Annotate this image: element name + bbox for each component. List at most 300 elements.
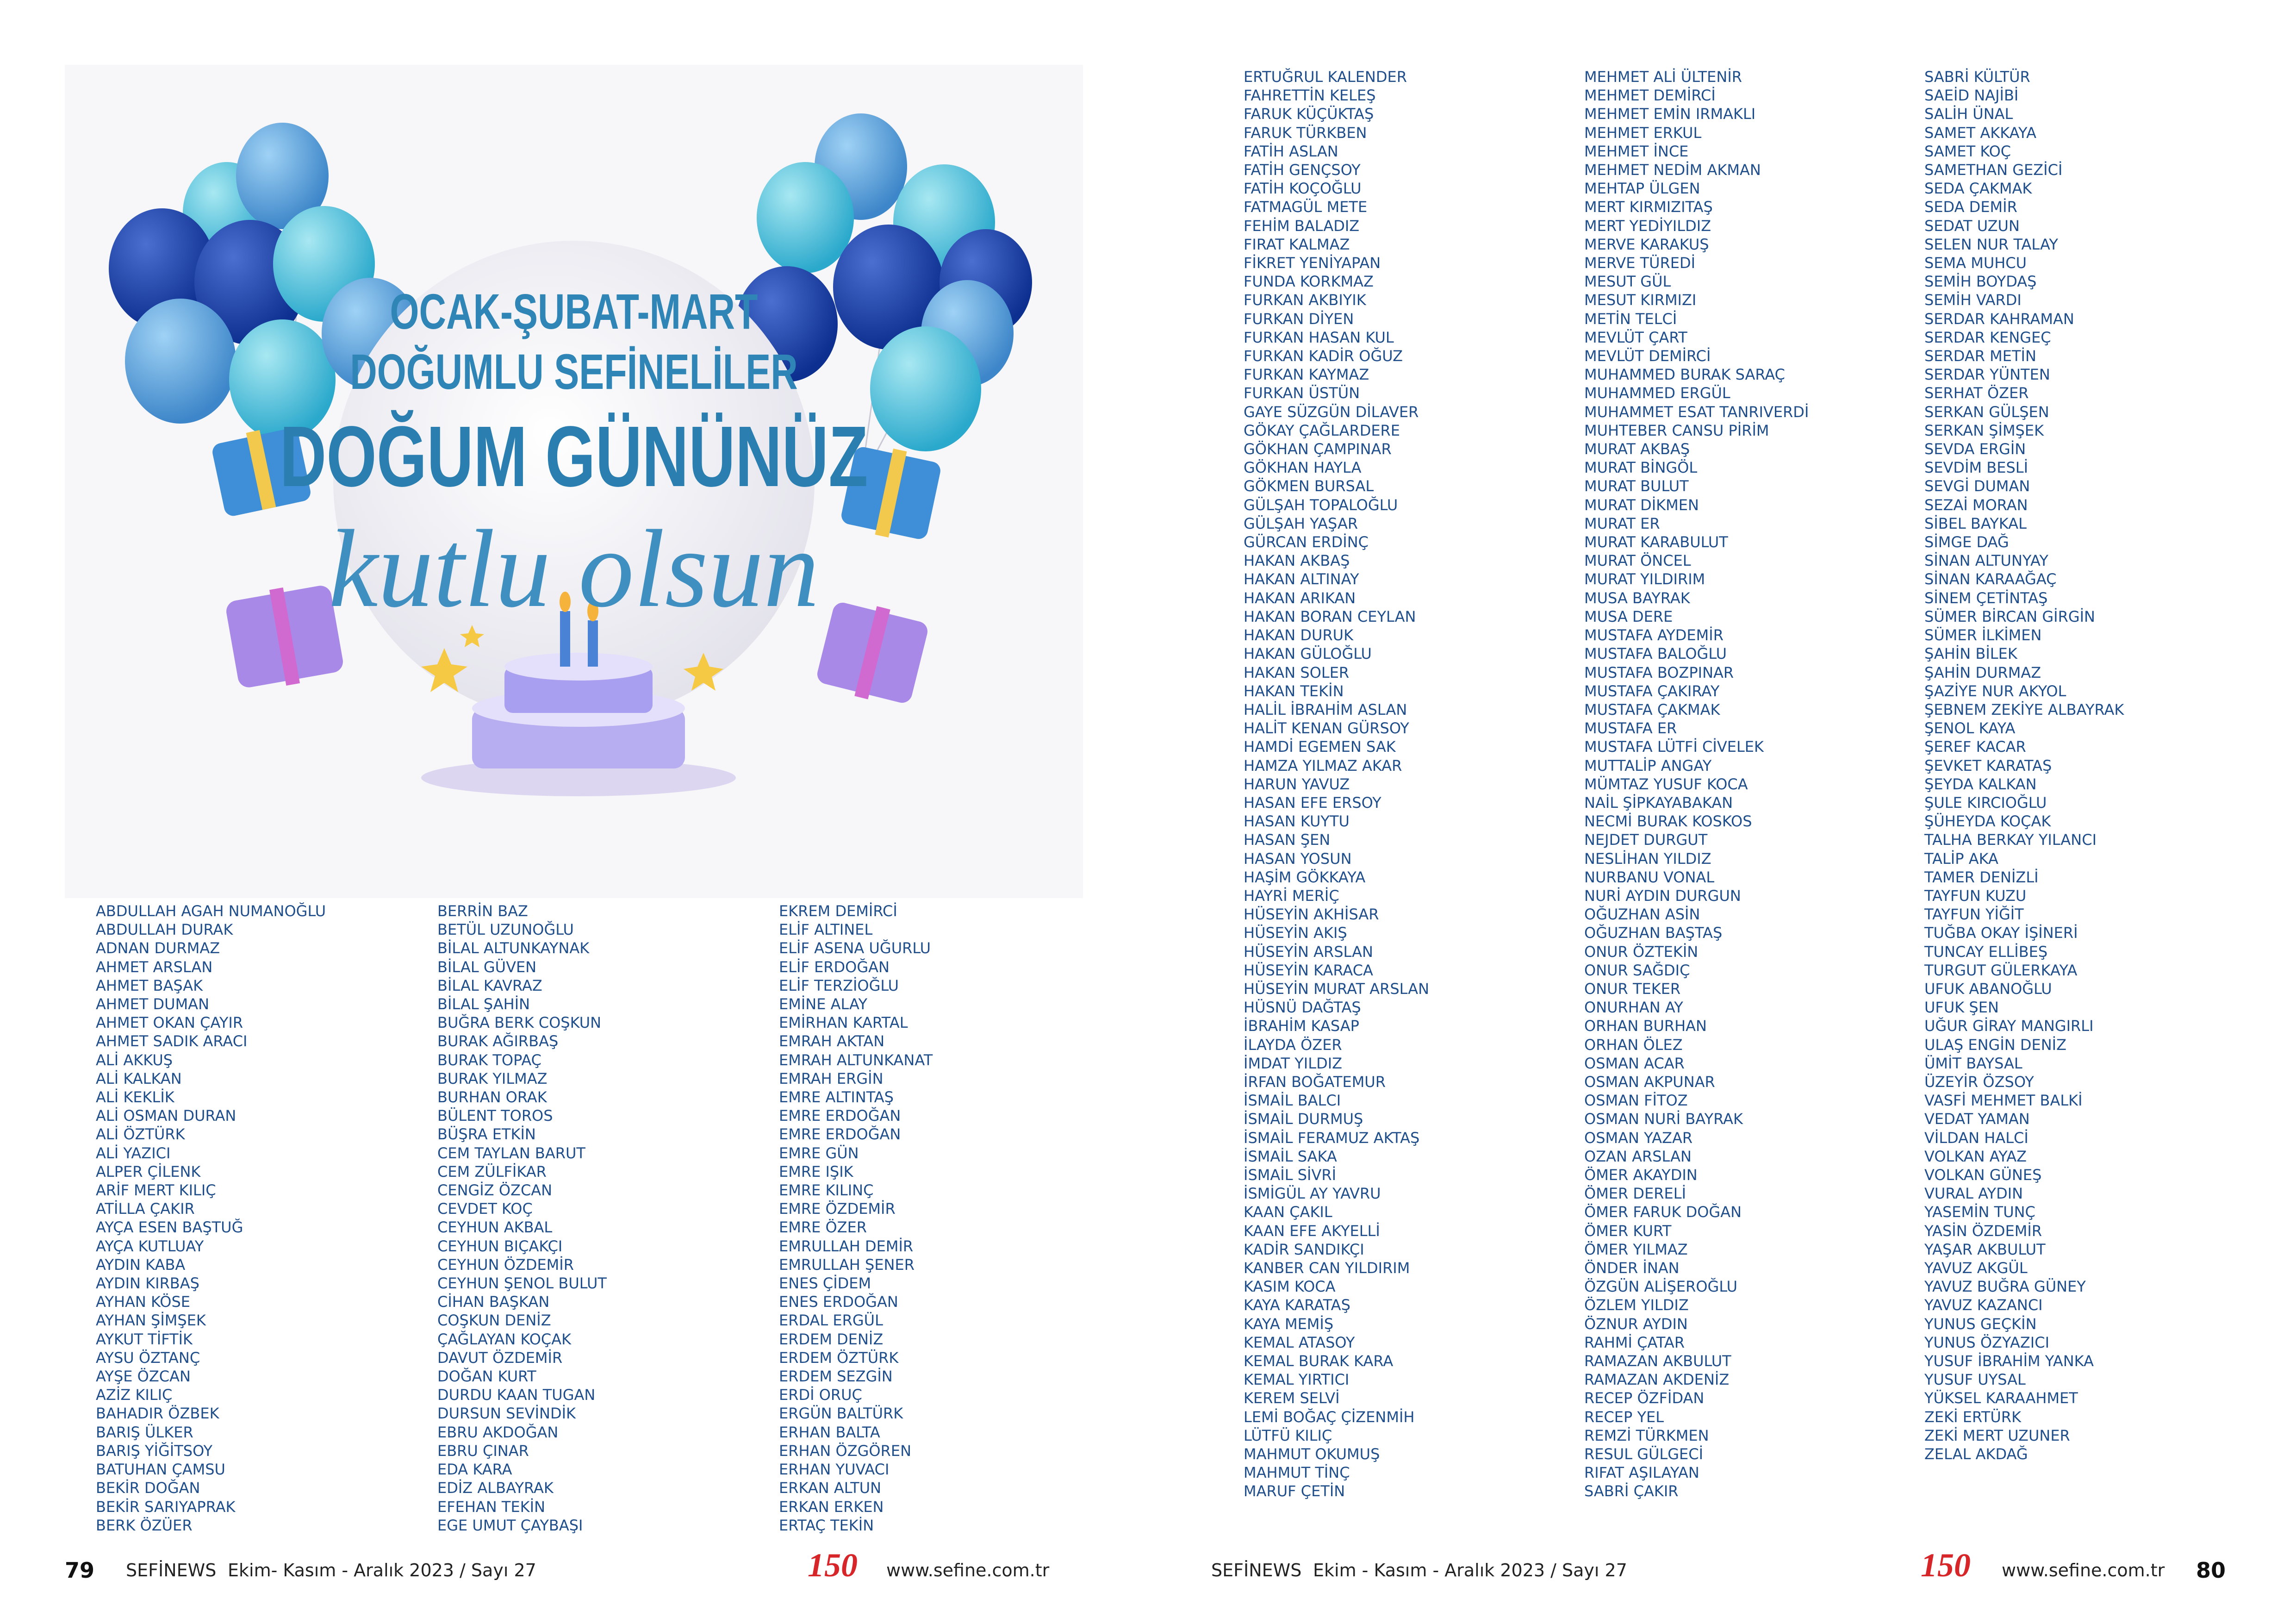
- name-list-item: RAMAZAN AKBULUT: [1584, 1352, 1731, 1370]
- name-list-item: UFUK ABANOĞLU: [1924, 980, 2052, 998]
- name-list-item: MURAT DİKMEN: [1584, 496, 1699, 514]
- name-list-item: BURHAN ORAK: [437, 1088, 547, 1106]
- name-list-item: MUHAMMED BURAK SARAÇ: [1584, 366, 1785, 384]
- name-list-item: YUNUS ÖZYAZICI: [1924, 1333, 2050, 1351]
- left-issue-info: Ekim- Kasım - Aralık 2023 / Sayı 27: [228, 1560, 536, 1580]
- name-list-item: MURAT AKBAŞ: [1584, 440, 1690, 458]
- name-list-item: MEVLÜT ÇART: [1584, 328, 1687, 346]
- name-list-item: OSMAN AKPUNAR: [1584, 1073, 1715, 1091]
- name-list-item: AHMET SADIK ARACI: [96, 1032, 248, 1050]
- name-list-item: KANBER CAN YILDIRIM: [1244, 1259, 1410, 1277]
- name-list-item: GÜLŞAH TOPALOĞLU: [1244, 496, 1398, 514]
- name-list-item: MEHMET EMİN IRMAKLI: [1584, 105, 1756, 123]
- name-list-item: EBRU AKDOĞAN: [437, 1423, 559, 1441]
- name-list-item: ÇAĞLAYAN KOÇAK: [437, 1330, 572, 1348]
- name-list-item: VOLKAN AYAZ: [1924, 1147, 2027, 1165]
- name-list-item: EBRU ÇINAR: [437, 1442, 529, 1460]
- name-list-item: FEHİM BALADIZ: [1244, 217, 1360, 235]
- name-list-item: MEHTAP ÜLGEN: [1584, 180, 1700, 198]
- name-list-item: MUSA DERE: [1584, 607, 1673, 625]
- name-list-item: CEYHUN ŞENOL BULUT: [437, 1274, 607, 1293]
- name-list-item: DOĞAN KURT: [437, 1368, 536, 1386]
- name-list-item: BARIŞ ÜLKER: [96, 1423, 193, 1441]
- name-list-item: FİKRET YENİYAPAN: [1244, 254, 1381, 272]
- right-magazine-name: SEFİNEWS: [1211, 1560, 1302, 1580]
- name-list-item: GÖKAY ÇAĞLARDERE: [1244, 421, 1400, 439]
- name-list-item: DURDU KAAN TUGAN: [437, 1386, 596, 1404]
- name-list-item: SERDAR YÜNTEN: [1924, 366, 2050, 384]
- name-list-item: YUSUF UYSAL: [1924, 1371, 2026, 1389]
- name-list-item: ERHAN BALTA: [779, 1423, 880, 1441]
- name-list-item: EGE UMUT ÇAYBAŞI: [437, 1516, 583, 1534]
- name-list-item: SALİH ÜNAL: [1924, 105, 2013, 123]
- name-list-item: MUSA BAYRAK: [1584, 589, 1690, 607]
- name-list-item: SEDAT UZUN: [1924, 217, 2020, 235]
- name-list-item: ERKAN ERKEN: [779, 1498, 884, 1516]
- name-list-item: OZAN ARSLAN: [1584, 1147, 1692, 1165]
- name-list-item: EMRAH ALTUNKANAT: [779, 1051, 933, 1069]
- name-list-item: BÜŞRA ETKİN: [437, 1125, 536, 1143]
- name-list-item: SEMA MUHCU: [1924, 254, 2027, 272]
- name-list-item: EMRAH AKTAN: [779, 1032, 885, 1050]
- name-list-item: ULAŞ ENGİN DENİZ: [1924, 1036, 2067, 1054]
- name-list-item: SİMGE DAĞ: [1924, 533, 2009, 551]
- name-list-item: MESUT KIRMIZI: [1584, 291, 1697, 309]
- right-website-link[interactable]: www.sefine.com.tr: [2002, 1560, 2165, 1580]
- name-list-item: TALİP AKA: [1924, 849, 1998, 868]
- name-list-item: MERT YEDİYILDIZ: [1584, 217, 1711, 235]
- name-list-item: BURAK TOPAÇ: [437, 1051, 542, 1069]
- name-list-item: COŞKUN DENİZ: [437, 1312, 551, 1330]
- name-list-item: HÜSNÜ DAĞTAŞ: [1244, 999, 1361, 1017]
- name-list-item: HAYRİ MERİÇ: [1244, 887, 1339, 905]
- name-list-item: ALİ ÖZTÜRK: [96, 1125, 185, 1143]
- name-list-item: EMRE KILINÇ: [779, 1181, 874, 1199]
- name-list-item: İLAYDA ÖZER: [1244, 1036, 1342, 1054]
- name-list-item: NESLİHAN YILDIZ: [1584, 849, 1711, 868]
- name-list-item: YAVUZ BUĞRA GÜNEY: [1924, 1278, 2086, 1296]
- name-list-item: RAHMİ ÇATAR: [1584, 1333, 1685, 1351]
- name-list-item: RESUL GÜLGECİ: [1584, 1445, 1704, 1463]
- name-column-2: [437, 902, 607, 1535]
- name-list-item: ONUR TEKER: [1584, 980, 1681, 998]
- name-list-item: VOLKAN GÜNEŞ: [1924, 1166, 2042, 1184]
- name-list-item: YASEMİN TUNÇ: [1924, 1203, 2035, 1221]
- name-list-item: ERDEM ÖZTÜRK: [779, 1349, 899, 1367]
- name-list-item: BİLAL KAVRAZ: [437, 976, 542, 994]
- name-list-item: RIFAT AŞILAYAN: [1584, 1464, 1699, 1482]
- name-list-item: DAVUT ÖZDEMİR: [437, 1349, 563, 1367]
- name-list-item: BAHADIR ÖZBEK: [96, 1405, 219, 1423]
- name-list-item: ABDULLAH DURAK: [96, 921, 233, 939]
- name-list-item: GÖKHAN HAYLA: [1244, 459, 1362, 477]
- name-list-item: NURBANU VONAL: [1584, 868, 1715, 886]
- name-list-item: ZEKİ MERT UZUNER: [1924, 1426, 2070, 1444]
- name-list-item: HASAN KUYTU: [1244, 812, 1350, 831]
- name-list-item: ERTAÇ TEKİN: [779, 1516, 874, 1534]
- left-magazine-name: SEFİNEWS: [126, 1560, 217, 1580]
- name-list-item: ŞAZİYE NUR AKYOL: [1924, 682, 2066, 700]
- name-list-item: ALİ OSMAN DURAN: [96, 1107, 236, 1125]
- name-list-item: HAKAN DURUK: [1244, 626, 1354, 644]
- name-list-item: VURAL AYDIN: [1924, 1185, 2023, 1203]
- name-list-item: VASFİ MEHMET BALKİ: [1924, 1092, 2083, 1110]
- name-list-item: ŞENOL KAYA: [1924, 719, 2016, 737]
- name-list-item: ŞEYDA KALKAN: [1924, 775, 2037, 793]
- name-list-item: BERRİN BAZ: [437, 902, 528, 920]
- name-list-item: BEKİR DOĞAN: [96, 1479, 200, 1497]
- birthday-banner: [65, 65, 1083, 898]
- name-list-item: FURKAN DİYEN: [1244, 310, 1354, 328]
- name-list-item: MUSTAFA AYDEMİR: [1584, 626, 1724, 644]
- name-list-item: HALİL İBRAHİM ASLAN: [1244, 700, 1407, 718]
- name-list-item: SAMETHAN GEZİCİ: [1924, 161, 2063, 179]
- name-list-item: YÜKSEL KARAAHMET: [1924, 1389, 2078, 1407]
- name-list-item: HAKAN ARIKAN: [1244, 589, 1356, 607]
- left-website-link[interactable]: www.sefine.com.tr: [886, 1560, 1050, 1580]
- name-list-item: KAYA KARATAŞ: [1244, 1296, 1350, 1314]
- name-list-item: SİNAN KARAAĞAÇ: [1924, 570, 2057, 588]
- name-list-item: ŞEBNEM ZEKİYE ALBAYRAK: [1924, 700, 2124, 718]
- title-line-3: DOĞUM GÜNÜNÜZ: [280, 409, 868, 505]
- name-list-item: RAMAZAN AKDENİZ: [1584, 1371, 1730, 1389]
- name-list-item: RECEP ÖZFİDAN: [1584, 1389, 1705, 1407]
- name-list-item: ÜMİT BAYSAL: [1924, 1054, 2022, 1072]
- name-list-item: FATİH GENÇSOY: [1244, 161, 1361, 179]
- name-list-item: ŞULE KIRCIOĞLU: [1924, 793, 2047, 812]
- name-list-item: CEM ZÜLFİKAR: [437, 1162, 547, 1181]
- name-list-item: SEVDA ERGİN: [1924, 440, 2026, 458]
- name-list-item: MEHMET NEDİM AKMAN: [1584, 161, 1761, 179]
- name-list-item: HASAN EFE ERSOY: [1244, 793, 1381, 812]
- name-list-item: GÖKHAN ÇAMPINAR: [1244, 440, 1392, 458]
- name-list-item: HAMDİ EGEMEN SAK: [1244, 738, 1396, 756]
- name-list-item: ONURHAN AY: [1584, 999, 1683, 1017]
- name-list-item: HAŞİM GÖKKAYA: [1244, 868, 1366, 886]
- name-list-item: ONUR ÖZTEKİN: [1584, 943, 1699, 961]
- name-list-item: SABRİ KÜLTÜR: [1924, 68, 2030, 86]
- name-list-item: CEVDET KOÇ: [437, 1200, 533, 1218]
- name-list-item: EMRE ERDOĞAN: [779, 1107, 901, 1125]
- name-list-item: MEHMET DEMİRCİ: [1584, 87, 1716, 105]
- name-list-item: HAKAN ALTINAY: [1244, 570, 1359, 588]
- name-list-item: CEYHUN BIÇAKÇI: [437, 1237, 563, 1255]
- name-list-item: SEVGİ DUMAN: [1924, 477, 2030, 495]
- name-list-item: SERHAT ÖZER: [1924, 384, 2029, 402]
- name-list-item: YUSUF İBRAHİM YANKA: [1924, 1352, 2094, 1370]
- name-list-item: ERDEM DENİZ: [779, 1330, 884, 1348]
- name-list-item: NAİL ŞİPKAYABAKAN: [1584, 793, 1733, 812]
- name-list-item: MURAT KARABULUT: [1584, 533, 1728, 551]
- name-list-item: SABRİ ÇAKIR: [1584, 1482, 1679, 1500]
- name-list-item: ERDİ ORUÇ: [779, 1386, 862, 1404]
- name-list-item: ÜZEYİR ÖZSOY: [1924, 1073, 2034, 1091]
- name-list-item: KEMAL ATASOY: [1244, 1333, 1355, 1351]
- name-list-item: SEZAİ MORAN: [1924, 496, 2028, 514]
- name-list-item: İRFAN BOĞATEMUR: [1244, 1073, 1386, 1091]
- name-list-item: SERDAR METİN: [1924, 347, 2036, 365]
- name-list-item: OSMAN ACAR: [1584, 1054, 1685, 1072]
- name-list-item: ZEKİ ERTÜRK: [1924, 1408, 2022, 1426]
- name-list-item: SEVDİM BESLİ: [1924, 459, 2028, 477]
- name-list-item: MUHTEBER CANSU PİRİM: [1584, 421, 1769, 439]
- name-list-item: EMRAH ERGİN: [779, 1069, 884, 1087]
- name-list-item: AHMET OKAN ÇAYIR: [96, 1014, 243, 1032]
- name-list-item: EKREM DEMİRCİ: [779, 902, 897, 920]
- name-list-item: BARIŞ YİĞİTSOY: [96, 1442, 213, 1460]
- name-list-item: AHMET BAŞAK: [96, 976, 203, 994]
- title-line-1: OCAK-ŞUBAT-MART: [390, 283, 758, 339]
- name-list-item: MURAT ER: [1584, 514, 1660, 532]
- right-issue-info: Ekim - Kasım - Aralık 2023 / Sayı 27: [1313, 1560, 1627, 1580]
- name-list-item: FARUK KÜÇÜKTAŞ: [1244, 105, 1374, 123]
- name-list-item: BİLAL ALTUNKAYNAK: [437, 939, 590, 957]
- name-list-item: SEDA DEMİR: [1924, 198, 2017, 216]
- name-list-item: MURAT ÖNCEL: [1584, 552, 1691, 570]
- name-list-item: MUSTAFA BOZPINAR: [1584, 663, 1734, 681]
- name-list-item: ARİF MERT KILIÇ: [96, 1181, 216, 1199]
- name-list-item: GAYE SÜZGÜN DİLAVER: [1244, 403, 1419, 421]
- name-list-item: EMİNE ALAY: [779, 995, 867, 1013]
- name-list-item: ÖNDER İNAN: [1584, 1259, 1680, 1277]
- name-list-item: AHMET DUMAN: [96, 995, 209, 1013]
- name-list-item: MEHMET ERKUL: [1584, 124, 1702, 142]
- name-list-item: MESUT GÜL: [1584, 273, 1671, 291]
- name-list-item: FATMAGÜL METE: [1244, 198, 1368, 216]
- name-list-item: SERKAN ŞİMŞEK: [1924, 421, 2044, 439]
- name-column-1: [96, 902, 326, 1535]
- name-list-item: METİN TELCİ: [1584, 310, 1677, 328]
- name-list-item: SÜMER BİRCAN GİRGİN: [1924, 607, 2095, 625]
- name-list-item: FUNDA KORKMAZ: [1244, 273, 1374, 291]
- name-list-item: TUĞBA OKAY İŞİNERİ: [1924, 924, 2078, 942]
- name-list-item: NURİ AYDIN DURGUN: [1584, 887, 1741, 905]
- name-list-item: BETÜL UZUNOĞLU: [437, 921, 574, 939]
- name-list-item: ORHAN ÖLEZ: [1584, 1036, 1683, 1054]
- name-list-item: SEMİH VARDI: [1924, 291, 2022, 309]
- name-list-item: ZELAL AKDAĞ: [1924, 1445, 2028, 1463]
- name-list-item: ÖMER YILMAZ: [1584, 1240, 1688, 1258]
- name-list-item: ÖMER FARUK DOĞAN: [1584, 1203, 1742, 1221]
- name-list-item: YAŞAR AKBULUT: [1924, 1240, 2046, 1258]
- name-list-item: BUĞRA BERK COŞKUN: [437, 1014, 602, 1032]
- name-list-item: ALİ KEKLİK: [96, 1088, 174, 1106]
- name-list-item: ELİF TERZİOĞLU: [779, 976, 899, 994]
- name-list-item: VİLDAN HALCİ: [1924, 1129, 2028, 1147]
- name-list-item: ERDEM SEZGİN: [779, 1368, 893, 1386]
- name-list-item: LEMİ BOĞAÇ ÇİZENMİH: [1244, 1408, 1415, 1426]
- name-list-item: HÜSEYİN AKIŞ: [1244, 924, 1347, 942]
- name-list-item: MUSTAFA ER: [1584, 719, 1677, 737]
- name-list-item: EMRE ERDOĞAN: [779, 1125, 901, 1143]
- name-list-item: ŞAHİN BİLEK: [1924, 645, 2017, 663]
- name-list-item: REMZİ TÜRKMEN: [1584, 1426, 1709, 1444]
- name-list-item: AYHAN KÖSE: [96, 1293, 190, 1311]
- name-list-item: ERGÜN BALTÜRK: [779, 1405, 903, 1423]
- name-list-item: İSMAİL FERAMUZ AKTAŞ: [1244, 1129, 1420, 1147]
- name-list-item: HÜSEYİN ARSLAN: [1244, 943, 1373, 961]
- name-list-item: EMRULLAH ŞENER: [779, 1255, 915, 1274]
- name-list-item: ENES ERDOĞAN: [779, 1293, 898, 1311]
- name-list-item: AYÇA ESEN BAŞTUĞ: [96, 1218, 243, 1237]
- name-list-item: ŞÜHEYDA KOÇAK: [1924, 812, 2051, 831]
- name-list-item: MERT KIRMIZITAŞ: [1584, 198, 1713, 216]
- name-list-item: GÖKMEN BURSAL: [1244, 477, 1374, 495]
- name-list-item: HAMZA YILMAZ AKAR: [1244, 756, 1402, 775]
- name-list-item: TURGUT GÜLERKAYA: [1924, 961, 2078, 979]
- name-list-item: TAYFUN YİĞİT: [1924, 906, 2024, 924]
- name-list-item: SERKAN GÜLŞEN: [1924, 403, 2049, 421]
- name-list-item: HAKAN SOLER: [1244, 663, 1350, 681]
- name-list-item: ERDAL ERGÜL: [779, 1312, 883, 1330]
- name-list-item: MUSTAFA BALOĞLU: [1584, 645, 1727, 663]
- name-list-item: İMDAT YILDIZ: [1244, 1054, 1343, 1072]
- name-list-item: SERDAR KENGEÇ: [1924, 328, 2051, 346]
- name-list-item: FATİH ASLAN: [1244, 142, 1338, 160]
- name-list-item: ÖZLEM YILDIZ: [1584, 1296, 1689, 1314]
- name-list-item: KASIM KOCA: [1244, 1278, 1336, 1296]
- name-list-item: OSMAN NURİ BAYRAK: [1584, 1110, 1743, 1128]
- name-list-item: BÜLENT TOROS: [437, 1107, 553, 1125]
- title-line-4: kutlu olsun: [329, 507, 819, 630]
- name-list-item: AYHAN ŞİMŞEK: [96, 1312, 206, 1330]
- name-list-item: İBRAHİM KASAP: [1244, 1017, 1359, 1035]
- name-list-item: BURAK YILMAZ: [437, 1069, 548, 1087]
- name-list-item: AYDIN KABA: [96, 1255, 186, 1274]
- name-list-item: BATUHAN ÇAMSU: [96, 1461, 225, 1479]
- name-list-item: YASİN ÖZDEMİR: [1924, 1222, 2042, 1240]
- name-list-item: SAMET AKKAYA: [1924, 124, 2036, 142]
- name-list-item: CİHAN BAŞKAN: [437, 1293, 550, 1311]
- name-list-item: EFEHAN TEKİN: [437, 1498, 546, 1516]
- name-list-item: BEKİR SARIYAPRAK: [96, 1498, 236, 1516]
- name-column-5: [1584, 68, 1809, 1501]
- name-list-item: OSMAN FİTOZ: [1584, 1092, 1688, 1110]
- name-list-item: ALİ AKKUŞ: [96, 1051, 173, 1069]
- name-list-item: GÜRCAN ERDİNÇ: [1244, 533, 1369, 551]
- name-list-item: FURKAN KADİR OĞUZ: [1244, 347, 1403, 365]
- name-list-item: ERHAN ÖZGÖREN: [779, 1442, 911, 1460]
- name-list-item: TALHA BERKAY YILANCI: [1924, 831, 2097, 849]
- name-list-item: TUNCAY ELLİBEŞ: [1924, 943, 2048, 961]
- name-list-item: ELİF ALTINEL: [779, 921, 873, 939]
- name-list-item: SERDAR KAHRAMAN: [1924, 310, 2074, 328]
- name-list-item: TAYFUN KUZU: [1924, 887, 2027, 905]
- name-list-item: OĞUZHAN ASİN: [1584, 906, 1700, 924]
- name-list-item: ÖZGÜN ALİŞEROĞLU: [1584, 1278, 1737, 1296]
- name-list-item: BERK ÖZÜER: [96, 1516, 193, 1534]
- name-list-item: ATİLLA ÇAKIR: [96, 1200, 195, 1218]
- name-list-item: İSMİGÜL AY YAVRU: [1244, 1185, 1381, 1203]
- name-list-item: UĞUR GİRAY MANGIRLI: [1924, 1017, 2094, 1035]
- name-list-item: ADNAN DURMAZ: [96, 939, 220, 957]
- name-column-3: [779, 902, 933, 1535]
- name-list-item: İSMAİL SİVRİ: [1244, 1166, 1336, 1184]
- name-list-item: DURSUN SEVİNDİK: [437, 1405, 576, 1423]
- name-list-item: SAMET KOÇ: [1924, 142, 2011, 160]
- name-list-item: YUNUS GEÇKİN: [1924, 1315, 2037, 1333]
- name-list-item: RECEP YEL: [1584, 1408, 1664, 1426]
- name-list-item: İSMAİL BALCI: [1244, 1092, 1341, 1110]
- name-list-item: MUHAMMET ESAT TANRIVERDİ: [1584, 403, 1809, 421]
- name-list-item: CENGİZ ÖZCAN: [437, 1181, 553, 1199]
- name-list-item: ŞAHİN DURMAZ: [1924, 663, 2041, 681]
- name-list-item: SİNAN ALTUNYAY: [1924, 552, 2048, 570]
- name-list-item: MEHMET İNCE: [1584, 142, 1689, 160]
- name-list-item: BİLAL GÜVEN: [437, 958, 537, 976]
- name-list-item: HARUN YAVUZ: [1244, 775, 1350, 793]
- name-list-item: CEYHUN AKBAL: [437, 1218, 553, 1237]
- name-list-item: ALİ YAZICI: [96, 1144, 171, 1162]
- name-list-item: MERVE KARAKUŞ: [1584, 235, 1709, 253]
- name-list-item: ÖZNUR AYDIN: [1584, 1315, 1688, 1333]
- name-list-item: KEMAL YIRTICI: [1244, 1371, 1350, 1389]
- name-list-item: MEHMET ALİ ÜLTENİR: [1584, 68, 1742, 86]
- left-page-number: 79: [65, 1558, 95, 1583]
- name-list-item: HAKAN AKBAŞ: [1244, 552, 1350, 570]
- name-list-item: HASAN YOSUN: [1244, 849, 1352, 868]
- name-list-item: ORHAN BURHAN: [1584, 1017, 1707, 1035]
- name-list-item: HAKAN TEKİN: [1244, 682, 1344, 700]
- name-list-item: SİNEM ÇETİNTAŞ: [1924, 589, 2048, 607]
- name-list-item: ONUR SAĞDIÇ: [1584, 961, 1690, 979]
- name-list-item: MUSTAFA ÇAKIRAY: [1584, 682, 1720, 700]
- right-page-number: 80: [2196, 1558, 2226, 1583]
- name-list-item: TAMER DENİZLİ: [1924, 868, 2039, 886]
- title-line-2: DOĞUMLU SEFİNELİLER: [350, 344, 798, 400]
- name-list-item: FARUK TÜRKBEN: [1244, 124, 1367, 142]
- name-list-item: ÖMER AKAYDIN: [1584, 1166, 1698, 1184]
- name-list-item: HAKAN GÜLOĞLU: [1244, 645, 1372, 663]
- name-list-item: SİBEL BAYKAL: [1924, 514, 2027, 532]
- name-list-item: UFUK ŞEN: [1924, 999, 1999, 1017]
- name-list-item: ALPER ÇİLENK: [96, 1162, 201, 1181]
- name-list-item: EMRE IŞIK: [779, 1162, 853, 1181]
- name-list-item: ENES ÇİDEM: [779, 1274, 871, 1293]
- name-list-item: MAHMUT OKUMUŞ: [1244, 1445, 1380, 1463]
- name-list-item: NEJDET DURGUT: [1584, 831, 1708, 849]
- name-list-item: HÜSEYİN AKHİSAR: [1244, 906, 1379, 924]
- name-list-item: LÜTFÜ KILIÇ: [1244, 1426, 1332, 1444]
- name-list-item: MUSTAFA ÇAKMAK: [1584, 700, 1720, 718]
- name-list-item: FURKAN ÜSTÜN: [1244, 384, 1360, 402]
- name-list-item: SEMİH BOYDAŞ: [1924, 273, 2037, 291]
- name-list-item: AZİZ KILIÇ: [96, 1386, 173, 1404]
- anniversary-logo-right: 150: [1921, 1547, 1971, 1584]
- name-list-item: FURKAN HASAN KUL: [1244, 328, 1394, 346]
- name-list-item: MEVLÜT DEMİRCİ: [1584, 347, 1711, 365]
- name-list-item: EMRE ÖZDEMİR: [779, 1200, 896, 1218]
- name-list-item: AYKUT TİFTİK: [96, 1330, 193, 1348]
- name-list-item: EMİRHAN KARTAL: [779, 1014, 908, 1032]
- name-list-item: EMRE GÜN: [779, 1144, 859, 1162]
- name-list-item: MAHMUT TİNÇ: [1244, 1464, 1350, 1482]
- name-list-item: ABDULLAH AGAH NUMANOĞLU: [96, 902, 326, 920]
- name-list-item: OSMAN YAZAR: [1584, 1129, 1693, 1147]
- name-list-item: ALİ KALKAN: [96, 1069, 182, 1087]
- name-list-item: ERHAN YUVACI: [779, 1461, 890, 1479]
- name-list-item: EMRE ÖZER: [779, 1218, 867, 1237]
- name-column-6: [1924, 68, 2124, 1463]
- name-list-item: FATİH KOÇOĞLU: [1244, 180, 1362, 198]
- name-list-item: FIRAT KALMAZ: [1244, 235, 1350, 253]
- name-list-item: GÜLŞAH YAŞAR: [1244, 514, 1358, 532]
- name-list-item: MUSTAFA LÜTFİ CİVELEK: [1584, 738, 1764, 756]
- name-list-item: KAYA MEMİŞ: [1244, 1315, 1334, 1333]
- name-list-item: FURKAN KAYMAZ: [1244, 366, 1369, 384]
- name-list-item: FURKAN AKBIYIK: [1244, 291, 1366, 309]
- name-list-item: MUHAMMED ERGÜL: [1584, 384, 1730, 402]
